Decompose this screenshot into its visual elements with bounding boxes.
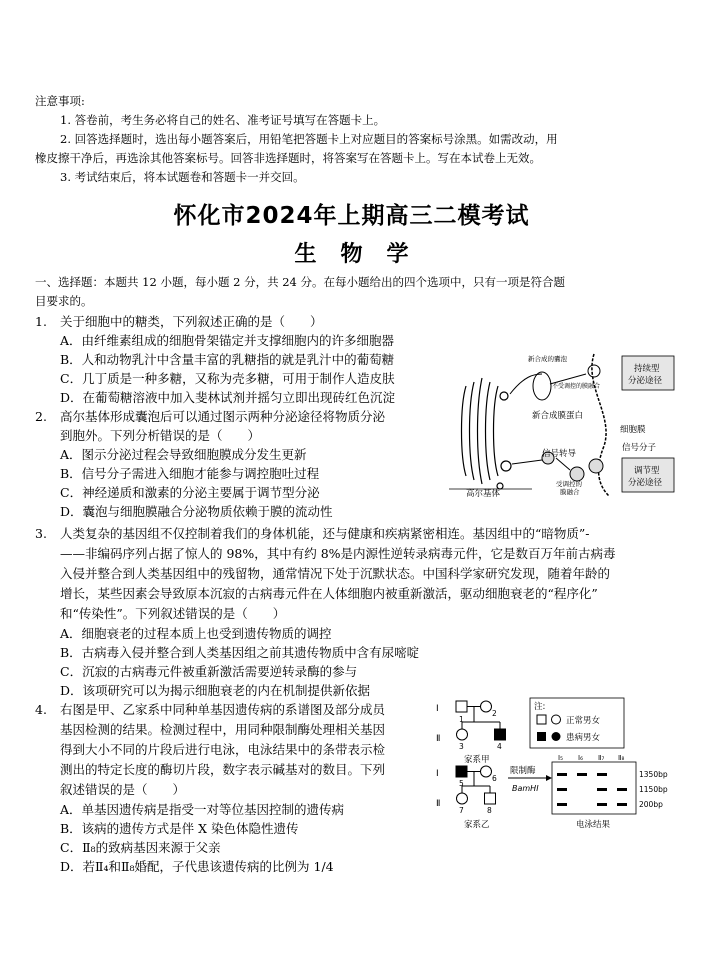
- q3-stem-1: 人类复杂的基因组不仅控制着我们的身体机能，还与健康和疾病紧密相连。基因组中的“暗物质”-: [60, 526, 590, 541]
- enzyme-label: 限制酶: [510, 766, 536, 776]
- regulated-label-2: 分泌途径: [628, 478, 663, 488]
- q4-stem-4: 测出的特定长度的酶切片段，数字表示碱基对的数目。下列: [60, 762, 386, 777]
- q1-option-b: B．人和动物乳汁中含量丰富的乳糖指的就是乳汁中的葡萄糖: [60, 352, 395, 367]
- q3-option-b: B．古病毒入侵并整合到人类基因组之前其遗传物质中含有尿嘧啶: [60, 645, 420, 660]
- size-200: 200bp: [639, 800, 663, 809]
- q4-pedigree-figure: [434, 696, 684, 832]
- new-vesicle-label: 新合成的囊泡: [528, 355, 567, 363]
- q2-option-c: C．神经递质和激素的分泌主要属于调节型分泌: [60, 485, 320, 500]
- size-1350: 1350bp: [639, 770, 668, 779]
- q3-option-c: C．沉寂的古病毒元件被重新激活需要逆转录酶的参与: [60, 664, 358, 679]
- new-vesicle-shape: [533, 372, 551, 400]
- gel-result-label: 电泳结果: [576, 820, 611, 830]
- q4-option-b: B．该病的遗传方式是伴 X 染色体隐性遗传: [60, 821, 299, 836]
- id-2: 2: [492, 709, 497, 718]
- id-7: 7: [459, 806, 464, 815]
- band-1-200: [557, 803, 567, 806]
- section-header-cont: 目要求的。: [35, 294, 93, 308]
- cell-membrane: [592, 354, 609, 496]
- q3-stem-3: 入侵并整合到人类基因组中的残留物，通常情况下处于沉默状态。中国科学家研究发现，随着年龄的: [60, 566, 611, 581]
- signal-label: 信号分子: [622, 443, 657, 453]
- band-1-1350: [557, 773, 567, 776]
- q3-number: 3.: [35, 526, 47, 541]
- id-4: 4: [497, 742, 502, 751]
- q4-option-c: C．Ⅱ₈的致病基因来源于父亲: [60, 840, 221, 855]
- gen-2-label-b: Ⅱ: [436, 799, 441, 809]
- pedigree-a-2: [481, 701, 492, 712]
- q4-option-d: D．若Ⅱ₄和Ⅱ₈婚配，子代患该遗传病的比例为 1/4: [60, 859, 334, 874]
- exam-title: 怀化市2024年上期高三二模考试: [173, 203, 530, 229]
- q3-stem-4: 增长，某些因素会导致原本沉寂的古病毒元件在人体细胞内被重新激活，驱动细胞衰老的“程序化”: [60, 586, 598, 601]
- constitutive-label-2: 分泌途径: [628, 376, 663, 386]
- legend-title: 注:: [534, 702, 546, 712]
- q3-stem-5: 和“传染性”。下列叙述错误的是（ ）: [60, 606, 286, 621]
- gen-1-label-b: Ⅰ: [436, 769, 439, 779]
- section-header: 一、选择题：本题共 12 小题，每小题 2 分，共 24 分。在每小题给出的四个选项中，只有一项是符合题: [35, 275, 566, 289]
- pedigree-b-7: [457, 793, 468, 804]
- new-protein-label: 新合成膜蛋白: [532, 411, 584, 421]
- golgi-body: [462, 378, 512, 489]
- id-8: 8: [487, 806, 492, 815]
- q4-stem-2: 基因检测的结果。检测过程中，用同种限制酶处理相关基因: [60, 722, 386, 737]
- q4-option-a: A．单基因遗传病是指受一对等位基因控制的遗传病: [60, 802, 345, 817]
- q1-option-a: A．由纤维素组成的细胞骨架锚定并支撑细胞内的许多细胞器: [60, 333, 395, 348]
- subject-title: 生物学: [294, 242, 433, 267]
- q4-stem-3: 得到大小不同的片段后进行电泳，电泳结果中的条带表示检: [60, 742, 386, 757]
- q1-option-d: D．在葡萄糖溶液中加入斐林试剂并摇匀立即出现砖红色沉淀: [60, 390, 396, 405]
- size-1150: 1150bp: [639, 785, 668, 794]
- q2-option-d: D．囊泡与细胞膜融合分泌物质依赖于膜的流动性: [60, 504, 333, 519]
- band-4-200: [617, 803, 627, 806]
- family-b-label: 家系乙: [464, 820, 490, 830]
- q1-number: 1.: [35, 314, 47, 329]
- constitutive-label-1: 持续型: [634, 364, 660, 374]
- legend-affected-female: [552, 732, 561, 741]
- pedigree-a-1: [456, 701, 467, 712]
- id-6: 6: [492, 774, 497, 783]
- q4-stem-1: 右图是甲、乙家系中同种单基因遗传病的系谱图及部分成员: [60, 702, 386, 717]
- transduction-label: 信号转导: [542, 449, 577, 459]
- band-1-1150: [557, 788, 567, 791]
- pedigree-a-3: [457, 729, 468, 740]
- notice-item-2: 2. 回答选择题时，选出每小题答案后，用铅笔把答题卡上对应题目的答案标号涂黑。如需改动，用: [60, 132, 558, 146]
- unfused-label: 不受调控的膜融合: [552, 383, 601, 390]
- golgi-label: 高尔基体: [466, 489, 501, 499]
- notice-item-2-cont: 橡皮擦干净后，再选涂其他答案标号。回答非选择题时，将答案写在答题卡上。写在本试卷上无效。: [35, 151, 541, 165]
- pedigree-b-5: [456, 766, 467, 777]
- q4-stem-5: 叙述错误的是（ ）: [60, 782, 186, 797]
- family-a-label: 家系甲: [464, 755, 490, 765]
- membrane-label: 细胞膜: [620, 425, 646, 435]
- band-2-1350: [577, 773, 587, 776]
- q2-stem: 高尔基体形成囊泡后可以通过图示两种分泌途径将物质分泌: [60, 409, 386, 424]
- q3-option-a: A．细胞衰老的过程本质上也受到遗传物质的调控: [60, 626, 332, 641]
- band-3-1350: [597, 773, 607, 776]
- regulated-label-1: 调节型: [634, 466, 660, 476]
- q1-option-c: C．几丁质是一种多糖，又称为壳多糖，可用于制作人造皮肤: [60, 371, 395, 386]
- pedigree-b-8: [485, 793, 496, 804]
- gen-2-label-a: Ⅱ: [436, 734, 441, 744]
- lane-3-label: Ⅱ₇: [598, 754, 605, 762]
- q3-stem-2: ——非编码序列占据了惊人的 98%，其中有约 8%是内源性逆转录病毒元件，它是数百万年前古病毒: [60, 546, 616, 561]
- notice-item-1: 1. 答卷前，考生务必将自己的姓名、准考证号填写在答题卡上。: [60, 113, 386, 127]
- band-4-1150: [617, 788, 627, 791]
- band-3-200: [597, 803, 607, 806]
- id-5: 5: [459, 779, 464, 788]
- legend-normal-label: 正常男女: [566, 716, 601, 726]
- legend-normal-male: [537, 715, 546, 724]
- id-1: 1: [459, 715, 464, 724]
- legend-normal-female: [552, 715, 561, 724]
- lane-2-label: Ⅰ₆: [578, 754, 583, 762]
- legend-affected-label: 患病男女: [566, 733, 601, 743]
- lane-1-label: Ⅰ₅: [558, 754, 563, 762]
- q3-option-d: D．该项研究可以为揭示细胞衰老的内在机制提供新依据: [60, 683, 371, 698]
- q2-option-b: B．信号分子需进入细胞才能参与调控胞吐过程: [60, 466, 320, 481]
- q2-stem-cont: 到胞外。下列分析错误的是（ ）: [60, 428, 261, 443]
- bamhi-label: BamHⅠ: [512, 784, 539, 793]
- pedigree-b-6: [481, 766, 492, 777]
- notice-heading: 注意事项:: [35, 94, 85, 108]
- q1-stem: 关于细胞中的糖类，下列叙述正确的是（ ）: [60, 314, 323, 329]
- band-3-1150: [597, 788, 607, 791]
- q4-number: 4.: [35, 702, 47, 717]
- regulated-fusion-label-1: 受调控的: [556, 480, 582, 488]
- gen-1-label-a: Ⅰ: [436, 704, 439, 714]
- pedigree-a-4: [495, 729, 506, 740]
- lane-4-label: Ⅱ₈: [618, 754, 625, 762]
- notice-item-3: 3. 考试结束后，将本试题卷和答题卡一并交回。: [60, 170, 305, 184]
- id-3: 3: [459, 742, 464, 751]
- q2-option-a: A．图示分泌过程会导致细胞膜成分发生更新: [60, 447, 307, 462]
- legend-affected-male: [537, 732, 546, 741]
- q2-number: 2.: [35, 409, 47, 424]
- regulated-fusion-label-2: 膜融合: [560, 488, 580, 496]
- q2-secretion-figure: [444, 346, 676, 500]
